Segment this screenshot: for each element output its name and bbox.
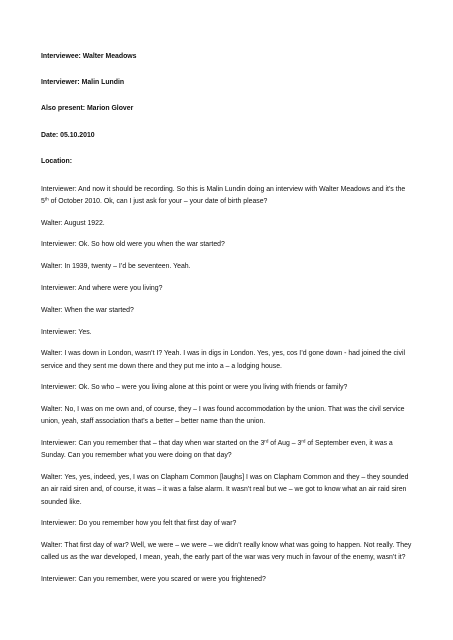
- interviewee-line: Interviewee: Walter Meadows: [41, 53, 137, 60]
- date-line: Date: 05.10.2010: [41, 131, 95, 139]
- location-line: Location:: [41, 157, 73, 165]
- transcript-paragraph-10: Walter: No, I was on me own and, of course, they – I was found accommodation by the union. That was the civil service union, yeah, staff association that’s a better – better name than the union.: [41, 406, 405, 426]
- transcript-paragraph-5: Interviewer: And where were you living?: [41, 284, 163, 292]
- transcript-paragraph-14: Walter: That first day of war? Well, we were – we were – we didn’t really know what was going to happen. Not really. They called us as the war developed, I mean, yeah, the early part of the war was very much in favour of the enemy, wasn’t it?: [41, 542, 412, 562]
- transcript-paragraph-4: Walter: In 1939, twenty – I’d be seventeen. Yeah.: [41, 263, 191, 271]
- transcript-paragraph-13: Interviewer: Do you remember how you felt that first day of war?: [41, 520, 237, 528]
- also-present-line: Also present: Marion Glover: [41, 105, 134, 113]
- interviewer-line: Interviewer: Malin Lundin: [41, 79, 125, 87]
- transcript-paragraph-2: Walter: August 1922.: [41, 219, 105, 227]
- transcript-paragraph-6: Walter: When the war started?: [41, 306, 134, 314]
- transcript-paragraph-8: Walter: I was down in London, wasn’t I? Yeah. I was in digs in London. Yes, yes, cos I’d gone down - had joined the civil service and they sent me down there and they put me into a – a lodging house.: [41, 350, 406, 370]
- transcript-paragraph-3: Interviewer: Ok. So how old were you when the war started?: [41, 241, 225, 249]
- transcript-paragraph-7: Interviewer: Yes.: [41, 328, 92, 336]
- transcript-paragraph-12: Walter: Yes, yes, indeed, yes, I was on Clapham Common [laughs] I was on Clapham Common and they – they sounded an air raid siren and, of course, it was – it was a false alarm. It wasn’t real but we – we got to know what an air raid siren sounded like.: [41, 474, 409, 506]
- transcript-paragraph-1: Interviewer: And now it should be recording. So this is Malin Lundin doing an interview with Walter Meadows and it’s the 5th of October 2010. Ok, can I just ask for your – your date of birth please?: [41, 185, 406, 205]
- transcript-paragraph-15: Interviewer: Can you remember, were you scared or were you frightened?: [41, 576, 266, 584]
- transcript-body: [41, 51, 413, 596]
- transcript-paragraph-9: Interviewer: Ok. So who – were you living alone at this point or were you living with friends or family?: [41, 384, 348, 392]
- transcript-paragraph-11: Interviewer: Can you remember that – that day when war started on the 3rd of Aug – 3rd of September even, it was a Sunday. Can you remember what you were doing on that day?: [41, 438, 393, 460]
